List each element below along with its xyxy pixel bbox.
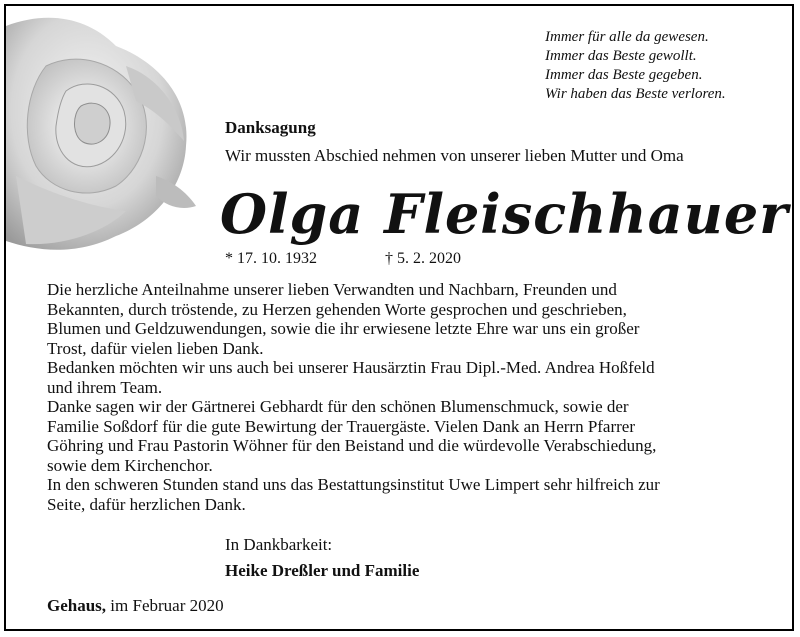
deceased-name: Olga Fleischhauer [220, 182, 789, 246]
closing-label: In Dankbarkeit: [225, 535, 333, 554]
poem-line: Immer das Beste gewollt. [545, 48, 697, 64]
body-line: sowie dem Kirchenchor. [47, 455, 213, 475]
birth-date: * 17. 10. 1932 [225, 250, 317, 267]
place-date [47, 596, 224, 616]
heading: Danksagung [225, 118, 316, 137]
body-line: Bedanken möchten wir uns auch bei unserer Hausärztin Frau Dipl.-Med. Andrea Hoßfeld [47, 358, 655, 377]
body-line: und ihrem Team. [47, 377, 163, 397]
poem [545, 28, 785, 104]
body-line: Die herzliche Anteilnahme unserer lieben Verwandten und Nachbarn, Freunden und [47, 280, 617, 299]
family-signature: Heike Dreßler und Familie [225, 561, 420, 580]
poem-line: Wir haben das Beste verloren. [545, 86, 726, 102]
death-date: † 5. 2. 2020 [385, 250, 461, 267]
poem-line: Immer für alle da gewesen. [545, 29, 709, 45]
body-line: Seite, dafür herzlichen Dank. [47, 494, 246, 514]
obituary-notice [4, 4, 794, 631]
intro-text: Wir mussten Abschied nehmen von unserer lieben Mutter und Oma [225, 146, 684, 165]
life-dates [225, 250, 461, 268]
rose-image [6, 6, 206, 266]
body-line: Familie Soßdorf für die gute Bewirtung der Trauergäste. Vielen Dank an Herrn Pfarrer [47, 416, 636, 436]
body-line: In den schweren Stunden stand uns das Bestattungsinstitut Uwe Limpert sehr hilfreich zur [47, 475, 660, 494]
body-line: Göhring und Frau Pastorin Wöhner für den Beistand und die würdevolle Verabschiedung, [47, 436, 657, 455]
poem-line: Immer das Beste gegeben. [545, 67, 703, 83]
body-line: Trost, dafür vielen lieben Dank. [47, 338, 264, 358]
date: im Februar 2020 [110, 596, 224, 615]
body-line: Bekannten, durch tröstende, zu Herzen gehenden Worte gesprochen und geschrieben, [47, 299, 627, 319]
place: Gehaus, [47, 596, 107, 615]
body-line: Blumen und Geldzuwendungen, sowie die ihr erwiesene letzte Ehre war uns ein großer [47, 319, 640, 338]
body-line: Danke sagen wir der Gärtnerei Gebhardt für den schönen Blumenschmuck, sowie der [47, 397, 629, 416]
thank-you-text [47, 280, 792, 514]
